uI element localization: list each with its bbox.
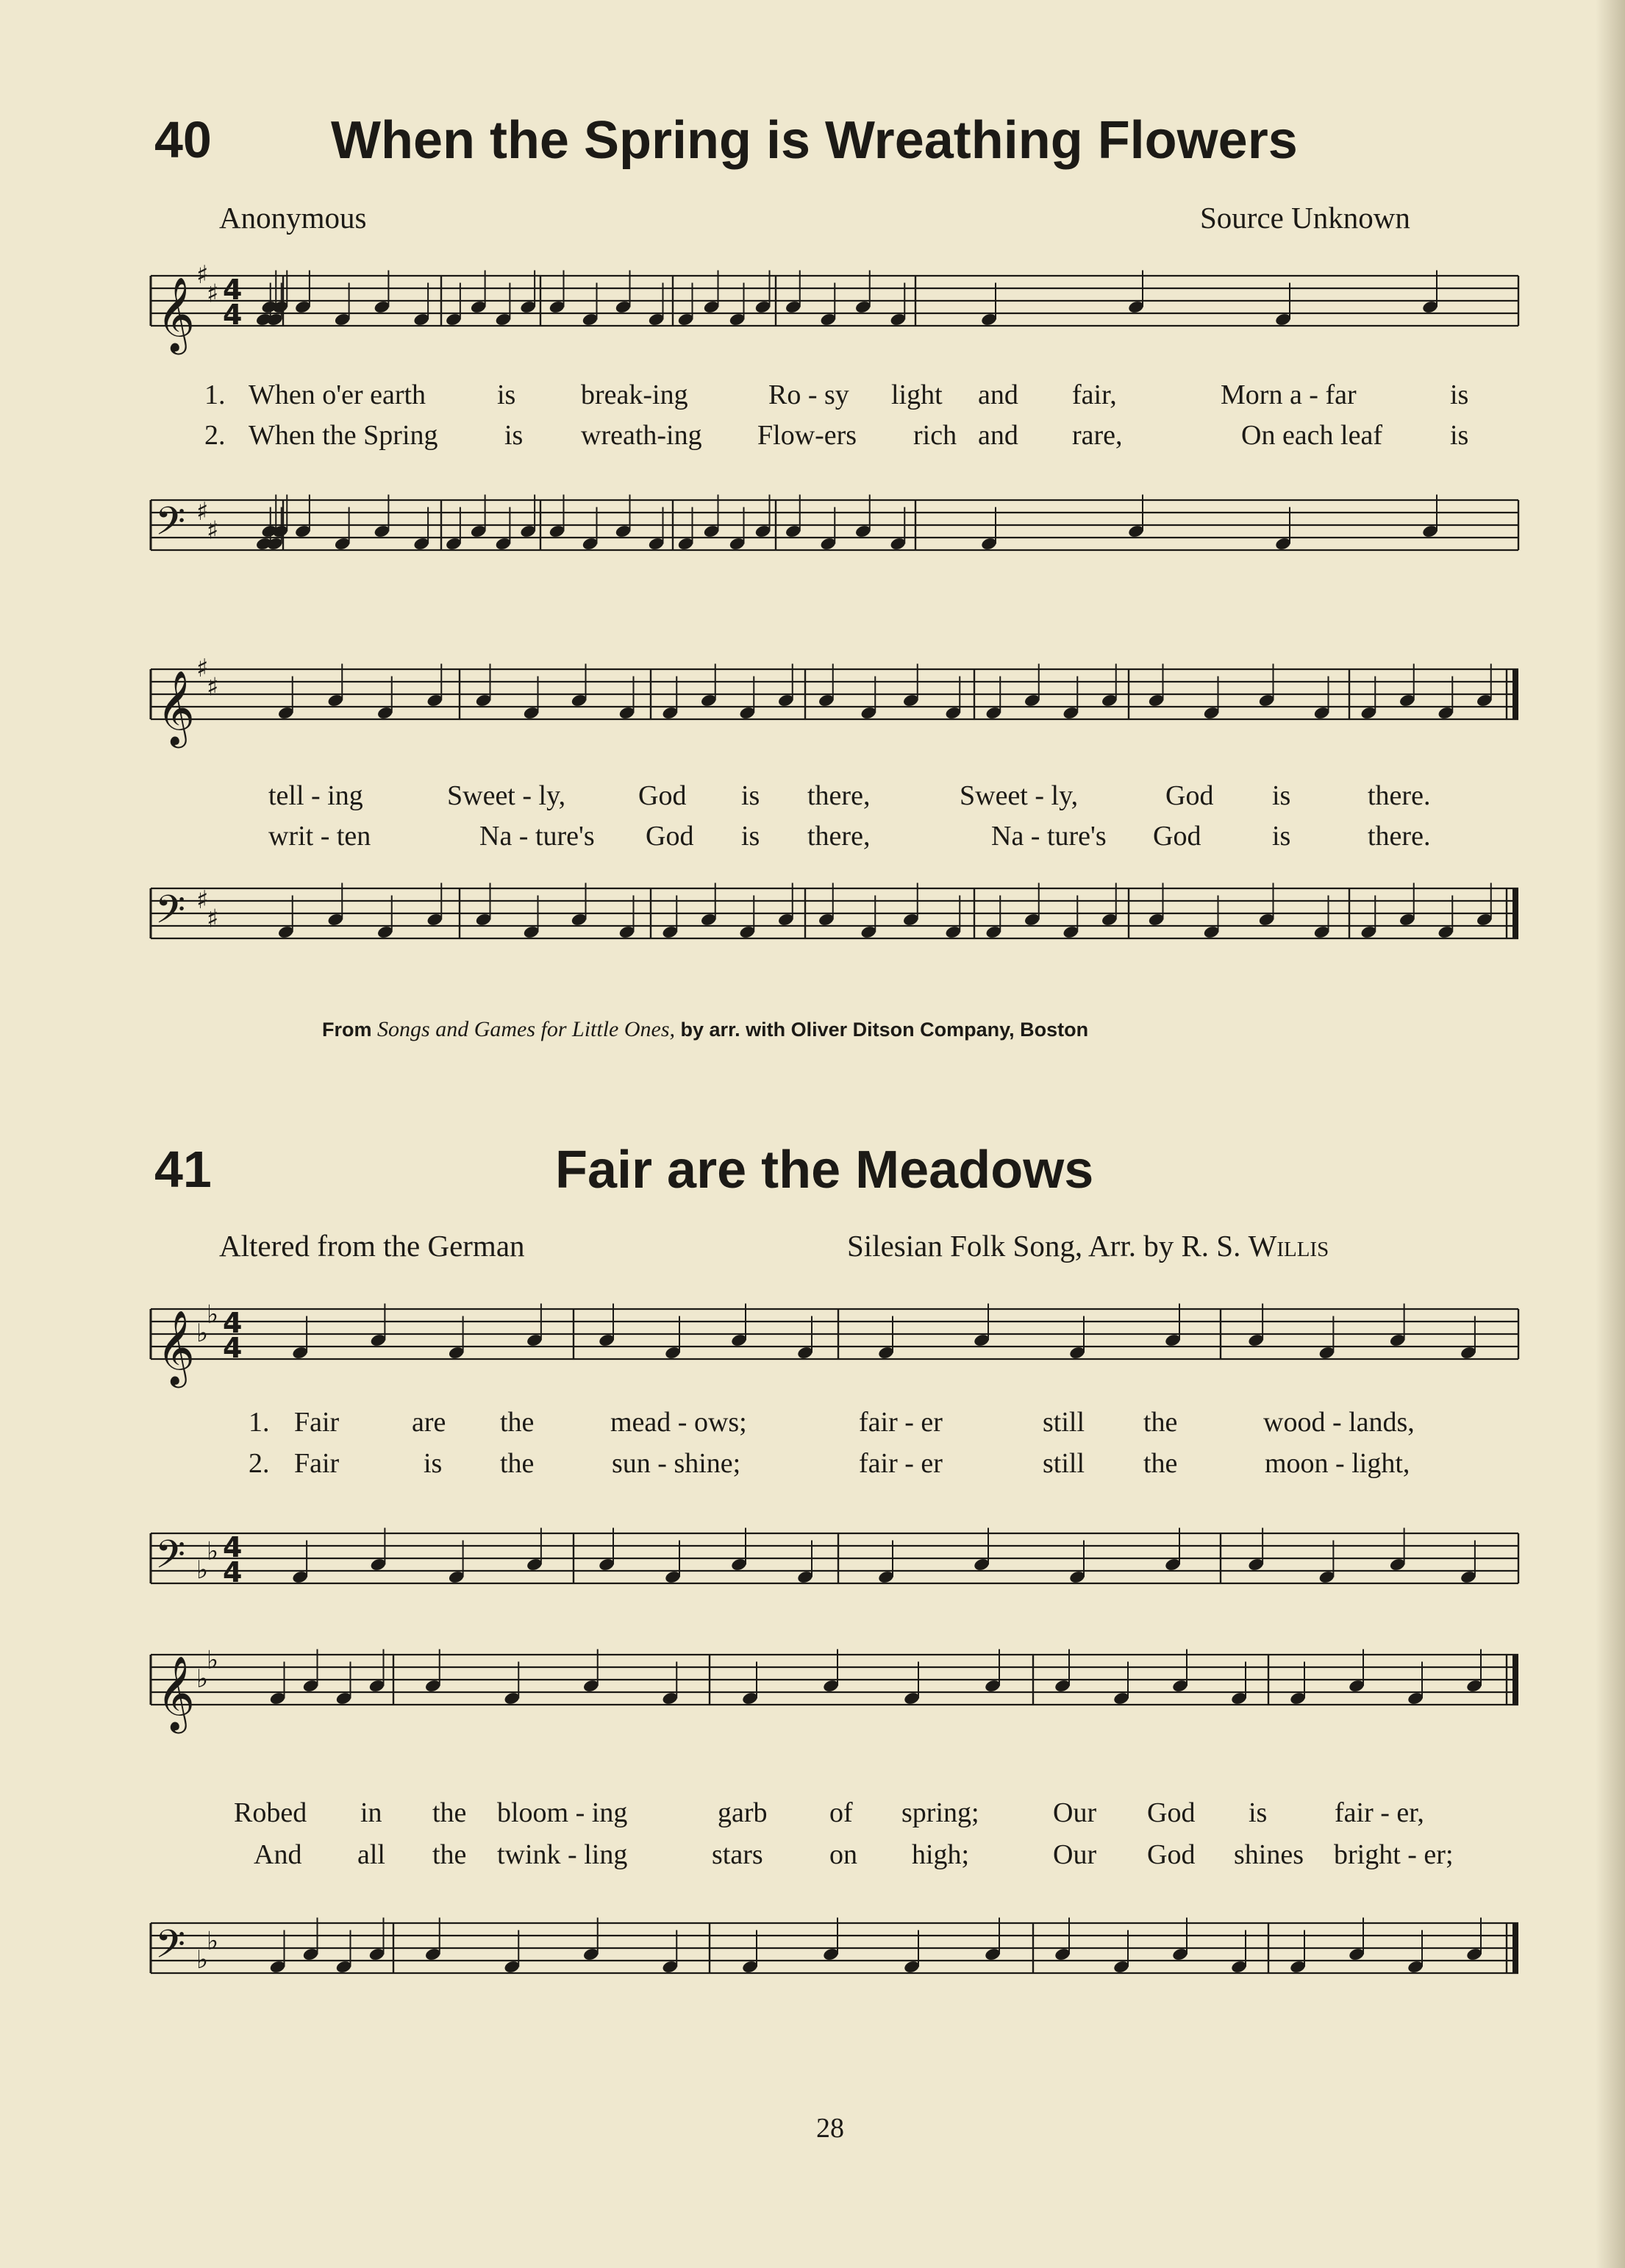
words-credit: Anonymous [219, 201, 367, 235]
final-barline-thick [1512, 669, 1518, 719]
lyric: break-ing [581, 379, 688, 410]
lyric: the [1143, 1448, 1178, 1479]
lyric: Sweet - ly, [960, 780, 1079, 811]
hymn40-system1-treble [151, 260, 1533, 357]
lyric: 2. [204, 420, 226, 451]
lyric: high; [912, 1839, 970, 1870]
sharp-icon: ♯ [196, 260, 209, 290]
lyric: Flow-ers [757, 420, 857, 451]
sharp-icon: ♯ [207, 516, 219, 546]
lyric: God [1147, 1797, 1196, 1828]
music-credit: Source Unknown [1200, 201, 1410, 235]
sharp-icon: ♯ [207, 904, 219, 934]
music-credit-prefix: Silesian Folk Song, Arr. by R. S. [847, 1229, 1241, 1263]
flat-icon: ♭ [196, 1555, 209, 1585]
lyric: garb [718, 1797, 768, 1828]
hymn-number: 41 [154, 1141, 212, 1198]
hymn41-system1-treble [151, 1299, 1533, 1390]
sharp-icon: ♯ [196, 654, 209, 683]
flat-icon: ♭ [196, 1945, 209, 1975]
flat-icon: ♭ [207, 1645, 219, 1675]
sharp-icon: ♯ [196, 497, 209, 527]
lyric: the [500, 1407, 535, 1438]
lyric: is [1272, 821, 1291, 852]
hymn41-system2-bass [151, 1916, 1533, 2004]
lyric: fair - er [859, 1448, 943, 1479]
lyric: all [357, 1839, 385, 1870]
music-credit [847, 1228, 1329, 1263]
lyric: 1. [249, 1407, 270, 1438]
lyric: moon - light, [1265, 1448, 1410, 1479]
bass-clef-icon: 𝄢 [155, 1533, 186, 1587]
source-note [322, 1017, 1088, 1042]
lyric: Morn a - far [1221, 379, 1357, 410]
lyric: is [504, 420, 524, 451]
lyric: of [829, 1797, 853, 1828]
page-number: 28 [816, 2113, 844, 2144]
lyric: and [978, 420, 1018, 451]
time-signature-bottom: 4 [223, 1556, 243, 1588]
lyric: bright - er; [1334, 1839, 1454, 1870]
lyric: God [1153, 821, 1201, 852]
lyric: God [638, 780, 687, 811]
lyric: sun - shine; [612, 1448, 741, 1479]
sharp-icon: ♯ [196, 885, 209, 915]
sharp-icon: ♯ [207, 279, 219, 309]
lyric: Na - ture's [479, 821, 595, 852]
lyric: 2. [249, 1448, 270, 1479]
flat-icon: ♭ [207, 1299, 219, 1330]
words-credit: Altered from the German [219, 1229, 525, 1263]
sharp-icon: ♯ [207, 672, 219, 702]
lyric: God [646, 821, 694, 852]
lyric: rich [913, 420, 957, 451]
lyric: twink - ling [497, 1839, 628, 1870]
lyric: is [1272, 780, 1291, 811]
hymn-title: When the Spring is Wreathing Flowers [331, 111, 1298, 170]
lyric: are [412, 1407, 446, 1438]
lyric: there, [807, 821, 871, 852]
lyric: fair - er [859, 1407, 943, 1438]
lyric: fair, [1072, 379, 1117, 410]
lyric: bloom - ing [497, 1797, 628, 1828]
time-signature-top: 4 [223, 1307, 243, 1339]
lyric: Our [1053, 1797, 1097, 1828]
hymn41-system1-verse2 [0, 1447, 1625, 1484]
lyric: And [254, 1839, 302, 1870]
lyric: is [1249, 1797, 1268, 1828]
final-barline-thick [1512, 888, 1518, 938]
lyric: and [978, 379, 1018, 410]
lyric: is [1450, 379, 1469, 410]
hymn-title: Fair are the Meadows [555, 1141, 1094, 1199]
source-note-book: Songs and Games for Little Ones, [377, 1017, 676, 1041]
flat-icon: ♭ [196, 1664, 209, 1694]
bass-clef-icon: 𝄢 [155, 1922, 186, 1977]
lyric: there. [1368, 821, 1431, 852]
hymn40-system1-verse1 [0, 379, 1625, 416]
lyric: Our [1053, 1839, 1097, 1870]
lyric: stars [712, 1839, 763, 1870]
lyric: is [741, 821, 760, 852]
bass-clef-icon: 𝄢 [155, 499, 186, 554]
lyric: shines [1234, 1839, 1304, 1870]
lyric: the [432, 1797, 467, 1828]
lyric: God [1147, 1839, 1196, 1870]
lyric: is [497, 379, 516, 410]
lyric: spring; [901, 1797, 979, 1828]
lyric: in [360, 1797, 382, 1828]
time-signature-top: 4 [223, 1531, 243, 1563]
lyric: When o'er earth [249, 379, 426, 410]
lyric: writ - ten [268, 821, 371, 852]
lyric: is [424, 1448, 443, 1479]
flat-icon: ♭ [207, 1536, 219, 1566]
hymn41-system2-verse1 [0, 1797, 1625, 1833]
treble-clef-icon: 𝄞 [157, 1309, 196, 1385]
flat-icon: ♭ [207, 1926, 219, 1956]
page-edge-shadow [1596, 0, 1625, 2268]
lyric: still [1043, 1448, 1085, 1479]
lyric: Na - ture's [991, 821, 1107, 852]
treble-clef-icon: 𝄞 [157, 1655, 196, 1730]
hymn-number: 40 [154, 111, 212, 168]
lyric: the [432, 1839, 467, 1870]
lyric: tell - ing [268, 780, 363, 811]
lyric: Ro - sy [768, 379, 849, 410]
hymn41-system1-verse1 [0, 1406, 1625, 1443]
time-signature-bottom: 4 [223, 299, 243, 331]
hymn40-system2-verse2 [0, 820, 1625, 857]
lyric: When the Spring [249, 420, 438, 451]
hymn41-system2-verse2 [0, 1839, 1625, 1875]
lyric: 1. [204, 379, 226, 410]
lyric: is [741, 780, 760, 811]
lyric: Sweet - ly, [447, 780, 566, 811]
hymn41-system2-treble [151, 1647, 1533, 1736]
lyric: the [500, 1448, 535, 1479]
time-signature-top: 4 [223, 274, 243, 306]
lyric: rare, [1072, 420, 1123, 451]
lyric: there. [1368, 780, 1431, 811]
flat-icon: ♭ [196, 1319, 209, 1348]
lyric: On each leaf [1241, 420, 1382, 451]
final-barline-thick [1512, 1923, 1518, 1973]
lyric: still [1043, 1407, 1085, 1438]
lyric: on [829, 1839, 857, 1870]
hymn40-system1-bass [151, 493, 1533, 581]
lyric: the [1143, 1407, 1178, 1438]
lyric: wood - lands, [1263, 1407, 1415, 1438]
bass-clef-icon: 𝄢 [155, 888, 186, 942]
lyric: Robed [234, 1797, 307, 1828]
lyric: there, [807, 780, 871, 811]
music-credit-name: Willis [1248, 1229, 1329, 1263]
source-note-prefix: From [322, 1019, 372, 1041]
time-signature-bottom: 4 [223, 1332, 243, 1364]
hymn40-system2-treble [151, 654, 1533, 750]
lyric: is [1450, 420, 1469, 451]
hymn41-system1-bass [151, 1526, 1533, 1614]
lyric: fair - er, [1335, 1797, 1424, 1828]
source-note-suffix: by arr. with Oliver Ditson Company, Boston [680, 1019, 1089, 1041]
treble-clef-icon: 𝄞 [157, 276, 196, 352]
lyric: wreath-ing [581, 420, 702, 451]
treble-clef-icon: 𝄞 [157, 669, 196, 745]
hymn40-system2-bass [151, 881, 1533, 969]
hymn40-system1-verse2 [0, 419, 1625, 456]
lyric: Fair [294, 1407, 340, 1438]
lyric: light [891, 379, 943, 410]
hymn40-system2-verse1 [0, 780, 1625, 816]
lyric: God [1165, 780, 1214, 811]
final-barline-thick [1512, 1655, 1518, 1705]
lyric: mead - ows; [610, 1407, 747, 1438]
lyric: Fair [294, 1448, 340, 1479]
